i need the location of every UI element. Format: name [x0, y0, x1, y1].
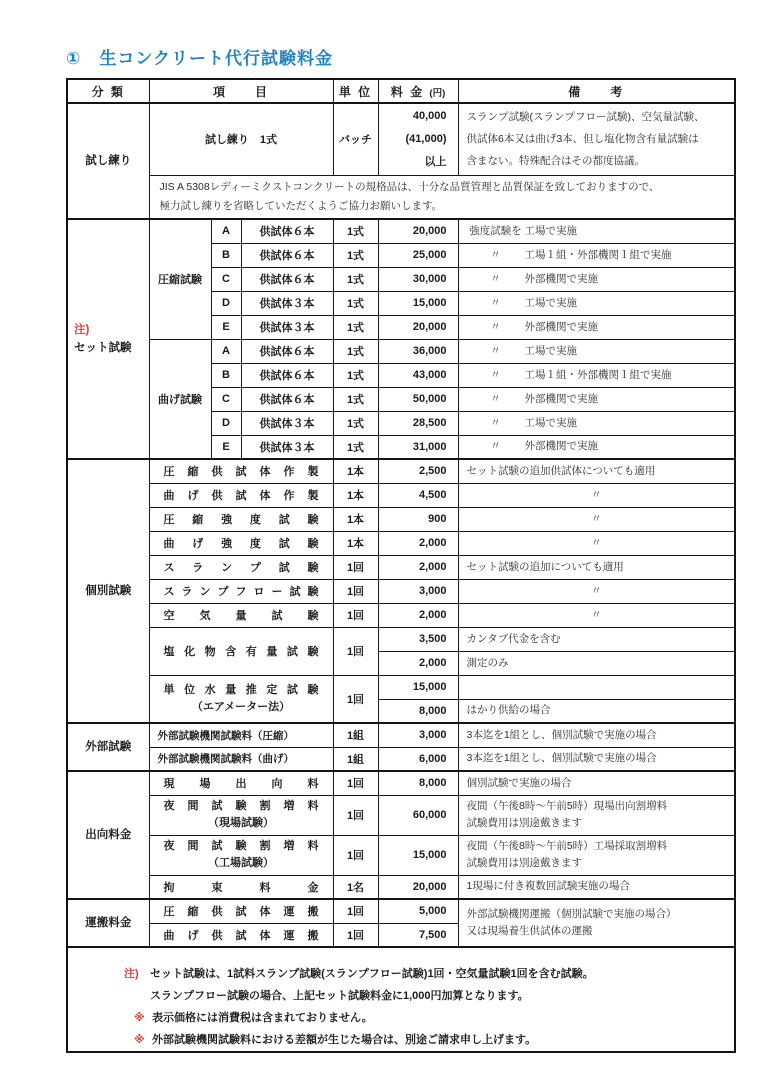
- unit-cell: 1回: [333, 835, 378, 875]
- category-cell: 出向料金: [67, 771, 149, 899]
- item-cell: 曲 げ 供 試 体 運 搬: [149, 923, 333, 947]
- item-cell: 圧 縮 供 試 体 運 搬: [149, 899, 333, 923]
- item-line: （工場試験）: [208, 857, 274, 869]
- ditto-mark: 〃: [490, 440, 501, 453]
- fee-cell: 15,000: [378, 675, 458, 699]
- remark-place: 外部機関で実施: [524, 440, 598, 453]
- remark-cell: [458, 219, 735, 243]
- note-line: [124, 1007, 728, 1029]
- unit-cell: 1本: [333, 459, 378, 483]
- remark-place: 外部機関で実施: [524, 392, 598, 405]
- spec-cell: 供試体３本: [241, 435, 333, 459]
- notes-row: [67, 947, 735, 1052]
- fee-row: [67, 103, 735, 175]
- fee-cell: 2,000: [378, 555, 458, 579]
- fee-row: [67, 531, 735, 555]
- remark-line: 試験費用は別途戴きます: [466, 857, 582, 869]
- fee-row: [67, 555, 735, 579]
- fee-row: [67, 875, 735, 899]
- fee-cell: 2,000: [378, 531, 458, 555]
- remark-cell: 〃: [458, 579, 735, 603]
- code-cell: B: [211, 363, 241, 387]
- unit-cell: 1式: [333, 219, 378, 243]
- remark-place: 工場１組・外部機関１組で実施: [524, 368, 672, 381]
- unit-cell: バッチ: [333, 103, 378, 175]
- fee-row: [67, 507, 735, 531]
- item-cell: 現 場 出 向 料: [149, 771, 333, 795]
- group-label-cell: 圧縮試験: [149, 219, 211, 339]
- category-cell: 外部試験: [67, 723, 149, 771]
- ditto-mark: 〃: [490, 320, 501, 333]
- remark-place: 工場で実施: [524, 296, 577, 309]
- fee-cell: 43,000: [378, 363, 458, 387]
- remark-cell: 〃: [458, 531, 735, 555]
- fee-line: 以上: [424, 155, 447, 168]
- ditto-mark: 〃: [490, 296, 501, 309]
- unit-cell: 1回: [333, 675, 378, 723]
- unit-cell: 1回: [333, 603, 378, 627]
- fee-cell: 2,000: [378, 651, 458, 675]
- header-fee-label: 料 金: [390, 84, 425, 99]
- remark-line: スランプ試験(スランプフロー試験)、空気量試験、: [466, 111, 705, 124]
- fee-row: [67, 483, 735, 507]
- remark-cell: 3本迄を1組とし、個別試験で実施の場合: [458, 723, 735, 747]
- remark-cell: [458, 291, 735, 315]
- fee-row: [67, 723, 735, 747]
- note-text: 外部試験機関試験料における差額が生じた場合は、別途ご請求申し上げます。: [152, 1034, 537, 1046]
- fee-row: [67, 771, 735, 795]
- remark-cell: セット試験の追加供試体についても適用: [458, 459, 735, 483]
- note-line: [124, 985, 728, 1007]
- remark-prefix: 強度試験を: [469, 224, 522, 237]
- code-cell: C: [211, 387, 241, 411]
- fee-cell: 15,000: [378, 291, 458, 315]
- fee-row: [67, 899, 735, 923]
- remark-place: 外部機関で実施: [524, 272, 598, 285]
- remark-cell: 1現場に付き複数回試験実施の場合: [458, 875, 735, 899]
- unit-cell: 1式: [333, 411, 378, 435]
- remark-cell: 〃: [458, 603, 735, 627]
- code-cell: D: [211, 291, 241, 315]
- spec-cell: 供試体６本: [241, 339, 333, 363]
- unit-cell: 1回: [333, 627, 378, 675]
- code-cell: E: [211, 435, 241, 459]
- item-cell: 圧 縮 供 試 体 作 製: [149, 459, 333, 483]
- spec-cell: 供試体６本: [241, 243, 333, 267]
- spec-cell: 供試体６本: [241, 387, 333, 411]
- code-cell: A: [211, 339, 241, 363]
- item-cell: [149, 795, 333, 835]
- unit-cell: 1本: [333, 531, 378, 555]
- fee-row: [67, 219, 735, 243]
- fee-row: [67, 603, 735, 627]
- fee-row: [67, 175, 735, 219]
- fee-row: [67, 627, 735, 651]
- ditto-mark: 〃: [490, 344, 501, 357]
- fee-cell: 15,000: [378, 835, 458, 875]
- remark-cell: セット試験の追加についても適用: [458, 555, 735, 579]
- fee-row: [67, 795, 735, 835]
- note-text: スランプフロー試験の場合、上記セット試験料金に1,000円加算となります。: [150, 990, 529, 1002]
- jis-note-cell: [149, 175, 735, 219]
- item-cell: ス ラ ン プ フ ロ ー 試 験: [149, 579, 333, 603]
- header-fee-paren: (円): [429, 87, 446, 99]
- remark-cell: 〃: [458, 483, 735, 507]
- unit-cell: 1回: [333, 579, 378, 603]
- remark-line: 試験費用は別途戴きます: [466, 817, 582, 829]
- fee-table: [66, 78, 736, 1053]
- remark-line: 又は現場養生供試体の運搬: [466, 925, 593, 937]
- item-cell: [149, 835, 333, 875]
- fee-row: [67, 459, 735, 483]
- item-cell: 外部試験機関試験料（圧縮）: [149, 723, 333, 747]
- item-cell: 試し練り 1式: [149, 103, 333, 175]
- remark-cell: 〃: [458, 507, 735, 531]
- item-line: 単 位 水 量 推 定 試 験: [163, 683, 319, 696]
- item-cell: 拘 束 料 金: [149, 875, 333, 899]
- item-cell: 曲 げ 供 試 体 作 製: [149, 483, 333, 507]
- fee-line: 40,000: [412, 109, 447, 122]
- remark-cell: [458, 103, 735, 175]
- fee-cell: 20,000: [378, 315, 458, 339]
- remark-line: 夜間（午後8時～午前5時）現場出向割増料: [466, 800, 668, 812]
- category-label: セット試験: [74, 342, 132, 354]
- remark-cell: 測定のみ: [458, 651, 735, 675]
- item-line: （現場試験）: [208, 817, 274, 829]
- header-category-cell: 分 類: [67, 79, 149, 103]
- unit-cell: 1本: [333, 507, 378, 531]
- unit-cell: 1式: [333, 387, 378, 411]
- remark-line: 外部試験機関運搬（個別試験で実施の場合）: [466, 908, 677, 920]
- remark-cell: 3本迄を1組とし、個別試験で実施の場合: [458, 747, 735, 771]
- item-line: 夜 間 試 験 割 増 料: [163, 800, 319, 812]
- item-cell: 塩 化 物 含 有 量 試 験: [149, 627, 333, 675]
- item-line: （エアメーター法）: [191, 700, 291, 713]
- unit-cell: 1式: [333, 315, 378, 339]
- remark-cell: [458, 675, 735, 699]
- ditto-mark: 〃: [490, 392, 501, 405]
- fee-cell: 5,000: [378, 899, 458, 923]
- ditto-mark: 〃: [490, 248, 501, 261]
- remark-place: 外部機関で実施: [524, 320, 598, 333]
- fee-row: [67, 835, 735, 875]
- category-cell: 運搬料金: [67, 899, 149, 947]
- fee-cell: 6,000: [378, 747, 458, 771]
- fee-row: [67, 747, 735, 771]
- remark-cell: [458, 411, 735, 435]
- unit-cell: 1式: [333, 339, 378, 363]
- item-cell: 外部試験機関試験料（曲げ）: [149, 747, 333, 771]
- fee-cell: [378, 103, 458, 175]
- fee-cell: 36,000: [378, 339, 458, 363]
- remark-line: 含まない。特殊配合はその都度協議。: [466, 155, 645, 168]
- note-text: 表示価格には消費税は含まれておりません。: [152, 1012, 373, 1024]
- remark-cell: [458, 435, 735, 459]
- remark-line: 夜間（午後8時～午前5時）工場採取割増料: [466, 840, 668, 852]
- unit-cell: 1式: [333, 435, 378, 459]
- fee-cell: 8,000: [378, 771, 458, 795]
- category-cell: 個別試験: [67, 459, 149, 723]
- fee-cell: 4,500: [378, 483, 458, 507]
- item-cell: [149, 675, 333, 723]
- fee-cell: 20,000: [378, 219, 458, 243]
- fee-line: (41,000): [405, 132, 447, 145]
- ditto-mark: 〃: [490, 272, 501, 285]
- item-cell: 空 気 量 試 験: [149, 603, 333, 627]
- code-cell: A: [211, 219, 241, 243]
- notes-cell: [67, 947, 735, 1052]
- spec-cell: 供試体６本: [241, 267, 333, 291]
- item-cell: 曲 げ 強 度 試 験: [149, 531, 333, 555]
- remark-line: 供試体6本又は曲げ3本、但し塩化物含有量試験は: [466, 133, 699, 146]
- category-cell: [67, 219, 149, 459]
- note-line: [124, 963, 728, 985]
- fee-row: [67, 579, 735, 603]
- unit-cell: 1回: [333, 899, 378, 923]
- fee-cell: 2,000: [378, 603, 458, 627]
- unit-cell: 1式: [333, 291, 378, 315]
- unit-cell: 1組: [333, 747, 378, 771]
- ditto-mark: 〃: [490, 416, 501, 429]
- fee-cell: 3,000: [378, 579, 458, 603]
- header-fee-cell: [378, 79, 458, 103]
- fee-cell: 2,500: [378, 459, 458, 483]
- note-text: セット試験は、1試料スランプ試験(スランプフロー試験)1回・空気量試験1回を含む試験。: [150, 968, 594, 980]
- remark-cell: はかり供給の場合: [458, 699, 735, 723]
- header-item-cell: 項 目: [149, 79, 333, 103]
- spec-cell: 供試体３本: [241, 411, 333, 435]
- spec-cell: 供試体３本: [241, 291, 333, 315]
- remark-cell: [458, 339, 735, 363]
- unit-cell: 1回: [333, 795, 378, 835]
- remark-cell: [458, 243, 735, 267]
- remark-cell: [458, 315, 735, 339]
- fee-cell: 25,000: [378, 243, 458, 267]
- code-cell: C: [211, 267, 241, 291]
- unit-cell: 1本: [333, 483, 378, 507]
- code-cell: D: [211, 411, 241, 435]
- fee-cell: 30,000: [378, 267, 458, 291]
- ditto-mark: 〃: [490, 368, 501, 381]
- remark-place: 工場で実施: [524, 344, 577, 357]
- unit-cell: 1回: [333, 771, 378, 795]
- header-unit-cell: 単 位: [333, 79, 378, 103]
- spec-cell: 供試体６本: [241, 363, 333, 387]
- unit-cell: 1回: [333, 555, 378, 579]
- code-cell: E: [211, 315, 241, 339]
- remark-place: 工場で実施: [524, 416, 577, 429]
- fee-cell: 20,000: [378, 875, 458, 899]
- remark-place: 工場で実施: [524, 224, 577, 237]
- unit-cell: 1名: [333, 875, 378, 899]
- table-header-row: [67, 79, 735, 103]
- jis-note-line: 極力試し練りを省略していただくようご協力お願いします。: [159, 199, 443, 212]
- asterisk-mark: ※: [134, 1012, 145, 1024]
- fee-cell: 60,000: [378, 795, 458, 835]
- remark-cell: [458, 363, 735, 387]
- item-cell: 圧 縮 強 度 試 験: [149, 507, 333, 531]
- note-line: [124, 1029, 728, 1051]
- unit-cell: 1式: [333, 267, 378, 291]
- fee-row: [67, 339, 735, 363]
- fee-cell: 3,500: [378, 627, 458, 651]
- note-mark: 注): [74, 324, 90, 336]
- remark-cell: 個別試験で実施の場合: [458, 771, 735, 795]
- note-indent: [124, 985, 150, 1007]
- document-page: [66, 0, 734, 1053]
- fee-cell: 50,000: [378, 387, 458, 411]
- item-cell: ス ラ ン プ 試 験: [149, 555, 333, 579]
- category-cell: 試し練り: [67, 103, 149, 219]
- fee-cell: 7,500: [378, 923, 458, 947]
- group-label-cell: 曲げ試験: [149, 339, 211, 459]
- remark-cell: [458, 387, 735, 411]
- unit-cell: 1式: [333, 363, 378, 387]
- remark-cell: [458, 899, 735, 947]
- page-title: ① 生コンクリート代行試験料金: [66, 49, 334, 68]
- fee-cell: 900: [378, 507, 458, 531]
- spec-cell: 供試体３本: [241, 315, 333, 339]
- header-remarks-cell: 備 考: [458, 79, 735, 103]
- code-cell: B: [211, 243, 241, 267]
- unit-cell: 1回: [333, 923, 378, 947]
- remark-place: 工場１組・外部機関１組で実施: [524, 248, 672, 261]
- fee-cell: 8,000: [378, 699, 458, 723]
- jis-note-line: JIS A 5308レディーミクストコンクリートの規格品は、十分な品質管理と品質保証を致しておりますので、: [159, 180, 660, 193]
- remark-cell: [458, 795, 735, 835]
- fee-cell: 3,000: [378, 723, 458, 747]
- remark-cell: [458, 267, 735, 291]
- unit-cell: 1組: [333, 723, 378, 747]
- spec-cell: 供試体６本: [241, 219, 333, 243]
- asterisk-mark: ※: [134, 1034, 145, 1046]
- remark-cell: カンタブ代金を含む: [458, 627, 735, 651]
- fee-row: [67, 675, 735, 699]
- item-line: 夜 間 試 験 割 増 料: [163, 840, 319, 852]
- fee-cell: 31,000: [378, 435, 458, 459]
- remark-cell: [458, 835, 735, 875]
- fee-cell: 28,500: [378, 411, 458, 435]
- unit-cell: 1式: [333, 243, 378, 267]
- note-mark: 注): [124, 968, 139, 980]
